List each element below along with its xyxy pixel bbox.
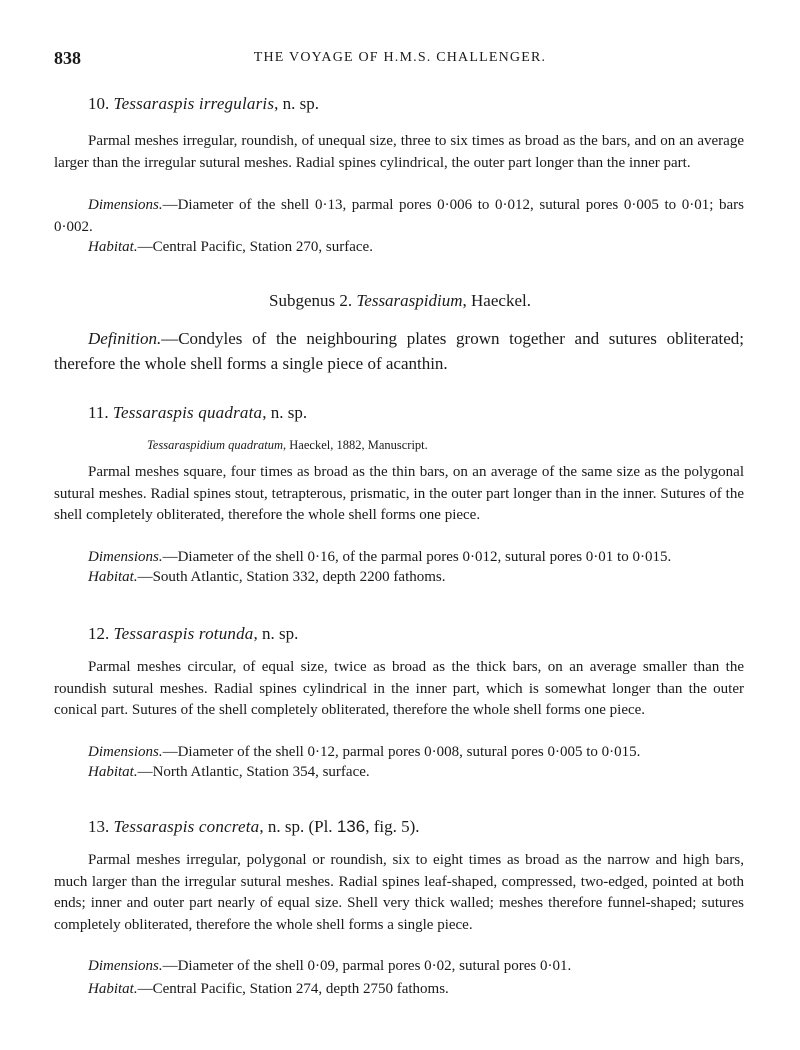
subgenus-heading bbox=[0, 291, 800, 311]
page-header bbox=[54, 48, 746, 72]
species-name: Tessaraspis quadrata bbox=[112, 403, 263, 422]
species-synonym-11 bbox=[147, 438, 428, 453]
dimensions-label: Dimensions. bbox=[88, 744, 163, 760]
running-title: THE VOYAGE OF H.M.S. CHALLENGER. bbox=[253, 50, 547, 65]
species-heading-12 bbox=[88, 624, 298, 644]
dimensions-label: Dimensions. bbox=[88, 549, 163, 565]
dimensions-text: —Diameter of the shell 0·13, parmal pores 0·006 to 0·012, sutural pores 0·005 to 0·01; bars 0·002. bbox=[54, 197, 744, 235]
habitat-label: Habitat. bbox=[88, 764, 138, 780]
species-description-12: Parmal meshes circular, of equal size, twice as broad as the thick bars, on an average smaller than the roundish sutural meshes. Radial spines cylindrical in the inner part, which is somewhat longer than the outer conical part. Sutures of the shell completely obliterated, therefore the whole shell forms one piece. bbox=[54, 659, 744, 718]
species-dimensions-10 bbox=[54, 195, 744, 238]
species-habitat-12 bbox=[88, 764, 370, 781]
page-number: 838 bbox=[54, 48, 81, 68]
species-dimensions-13 bbox=[54, 956, 744, 978]
species-habitat-11 bbox=[88, 569, 446, 586]
species-number: 11. bbox=[88, 403, 109, 422]
habitat-label: Habitat. bbox=[88, 239, 138, 255]
species-heading-10 bbox=[88, 94, 319, 114]
subgenus-name: Tessaraspidium bbox=[356, 291, 463, 310]
synonym-name: Tessaraspidium quadratum bbox=[147, 438, 284, 452]
habitat-label: Habitat. bbox=[88, 981, 138, 997]
dimensions-text: —Diameter of the shell 0·16, of the parmal pores 0·012, sutural pores 0·01 to 0·015. bbox=[162, 549, 672, 565]
species-heading-13 bbox=[88, 817, 419, 837]
species-name: Tessaraspis rotunda bbox=[113, 624, 254, 643]
species-suffix: , n. sp. bbox=[253, 624, 299, 643]
species-dimensions-12 bbox=[54, 742, 744, 764]
habitat-text: —Central Pacific, Station 270, surface. bbox=[137, 239, 373, 255]
species-heading-11 bbox=[88, 403, 307, 423]
habitat-text: —South Atlantic, Station 332, depth 2200 fathoms. bbox=[137, 569, 446, 585]
plate-prefix: (Pl. bbox=[308, 817, 337, 836]
species-number: 12. bbox=[88, 624, 110, 643]
dimensions-label: Dimensions. bbox=[88, 197, 163, 213]
dimensions-text: —Diameter of the shell 0·09, parmal pores 0·02, sutural pores 0·01. bbox=[162, 958, 572, 974]
definition-text: —Condyles of the neighbouring plates grown together and sutures obliterated; therefore the whole shell forms a single piece of acanthin. bbox=[54, 329, 744, 373]
synonym-citation: , Haeckel, 1882, Manuscript. bbox=[283, 438, 428, 452]
species-suffix: , n. sp. bbox=[259, 817, 305, 836]
species-description-10: Parmal meshes irregular, roundish, of unequal size, three to six times as broad as the bars, and on an average larger than the irregular sutural meshes. Radial spines cylindrical, the outer part longer than the inner part. bbox=[54, 133, 744, 171]
habitat-text: —Central Pacific, Station 274, depth 2750 fathoms. bbox=[137, 981, 449, 997]
species-dimensions-11 bbox=[54, 547, 744, 569]
species-suffix: , n. sp. bbox=[274, 94, 320, 113]
species-description-11: Parmal meshes square, four times as broad as the thin bars, on an average of the same size as the polygonal sutural meshes. Radial spines stout, tetrapterous, prismatic, in the outer part longer than in the inner. Sutures of the shell completely obliterated, therefore the whole shell forms one piece. bbox=[54, 464, 744, 523]
plate-reference bbox=[308, 817, 419, 836]
plate-suffix: , fig. 5). bbox=[365, 817, 420, 836]
definition-label: Definition. bbox=[88, 329, 162, 348]
plate-number: 136 bbox=[336, 817, 366, 836]
species-habitat-10 bbox=[88, 239, 373, 256]
species-description-13: Parmal meshes irregular, polygonal or roundish, six to eight times as broad as the narrow and high bars, much larger than the irregular sutural meshes. Radial spines leaf-shaped, compressed, two-edged, pointed at both ends; inner and outer part nearly of equal size. Shell very thick walled; meshes therefore funnel-shaped; sutures completely obliterated, therefore the whole shell forms a single piece. bbox=[54, 852, 744, 933]
species-number: 10. bbox=[88, 94, 110, 113]
dimensions-label: Dimensions. bbox=[88, 958, 163, 974]
habitat-text: —North Atlantic, Station 354, surface. bbox=[137, 764, 370, 780]
subgenus-prefix: Subgenus 2. bbox=[269, 291, 357, 310]
species-suffix: , n. sp. bbox=[262, 403, 308, 422]
subgenus-author: , Haeckel. bbox=[462, 291, 531, 310]
habitat-label: Habitat. bbox=[88, 569, 138, 585]
species-name: Tessaraspis irregularis bbox=[113, 94, 275, 113]
species-number: 13. bbox=[88, 817, 110, 836]
subgenus-definition bbox=[54, 326, 744, 376]
species-name: Tessaraspis concreta bbox=[113, 817, 260, 836]
species-habitat-13 bbox=[88, 981, 449, 998]
dimensions-text: —Diameter of the shell 0·12, parmal pores 0·008, sutural pores 0·005 to 0·015. bbox=[162, 744, 641, 760]
